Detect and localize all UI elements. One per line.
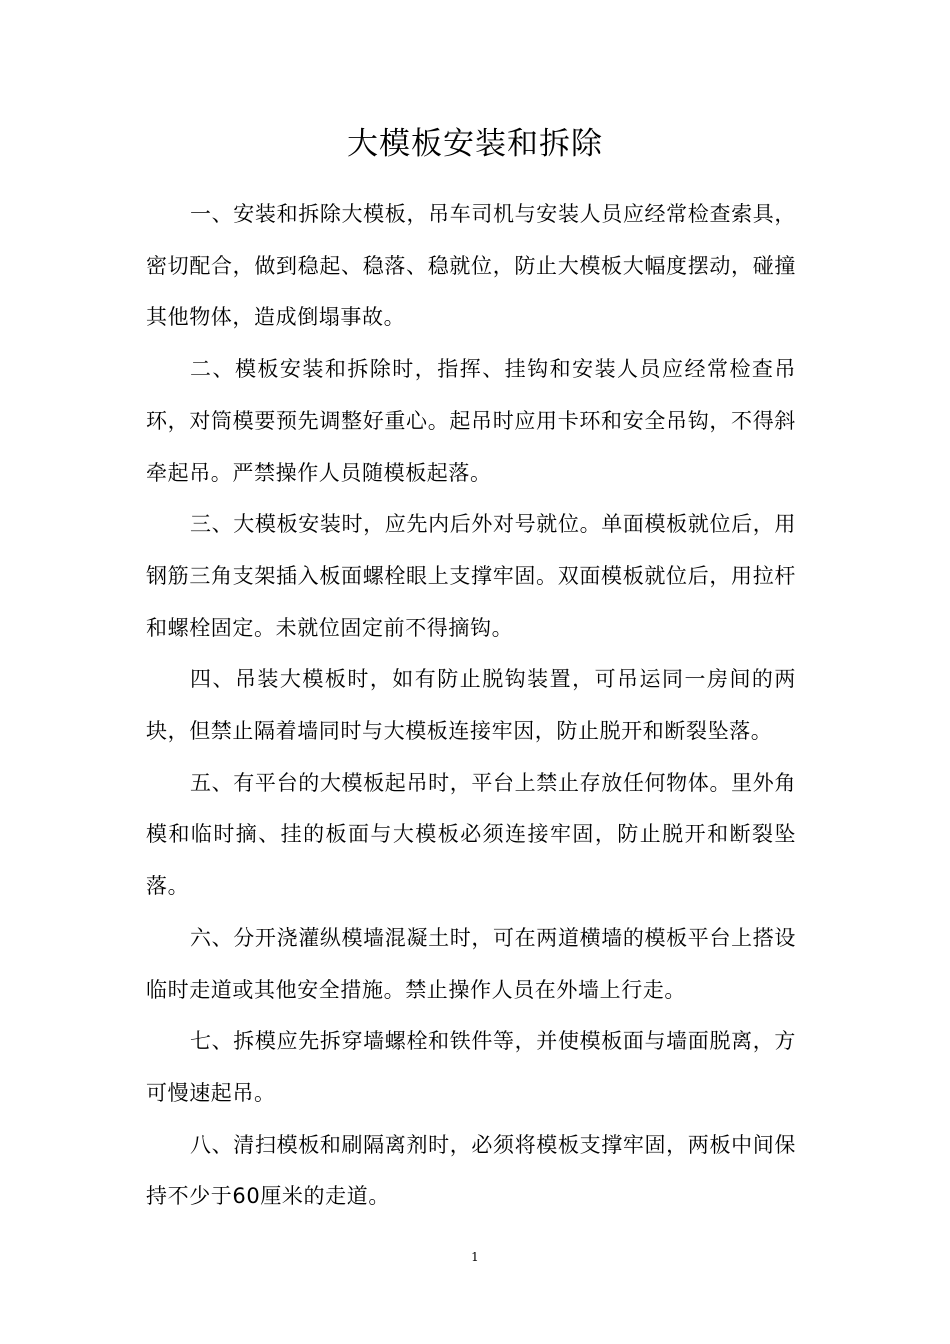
paragraph-3: 三、大模板安装时，应先内后外对号就位。单面模板就位后，用钢筋三角支架插入板面螺栓眼上支撑牢固。双面模板就位后，用拉杆和螺栓固定。未就位固定前不得摘钩。 <box>146 512 796 640</box>
paragraph-1: 一、安装和拆除大模板，吊车司机与安装人员应经常检查索具，密切配合，做到稳起、稳落、稳就位，防止大模板大幅度摆动，碰撞其他物体，造成倒塌事故。 <box>146 202 796 330</box>
document-title: 大模板安装和拆除 <box>347 126 603 162</box>
paragraph-7: 七、拆模应先拆穿墙螺栓和铁件等，并使模板面与墙面脱离，方可慢速起吊。 <box>146 1029 796 1105</box>
document-body <box>146 189 796 1223</box>
paragraph-8: 八、清扫模板和刷隔离剂时，必须将模板支撑牢固，两板中间保持不少于60厘米的走道。 <box>146 1132 796 1209</box>
paragraph-5: 五、有平台的大模板起吊时，平台上禁止存放任何物体。里外角模和临时摘、挂的板面与大模板必须连接牢固，防止脱开和断裂坠落。 <box>146 770 796 899</box>
paragraph-4: 四、吊装大模板时，如有防止脱钩装置，可吊运同一房间的两块，但禁止隔着墙同时与大模板连接牢因，防止脱开和断裂坠落。 <box>146 667 796 744</box>
page-number: 1 <box>471 1250 479 1264</box>
paragraph-6: 六、分开浇灌纵模墙混凝土时，可在两道横墙的模板平台上搭设临时走道或其他安全措施。禁止操作人员在外墙上行走。 <box>146 925 796 1002</box>
paragraph-2: 二、模板安装和拆除时，指挥、挂钩和安装人员应经常检查吊环，对筒模要预先调整好重心。起吊时应用卡环和安全吊钩，不得斜牵起吊。严禁操作人员随模板起落。 <box>146 357 796 485</box>
